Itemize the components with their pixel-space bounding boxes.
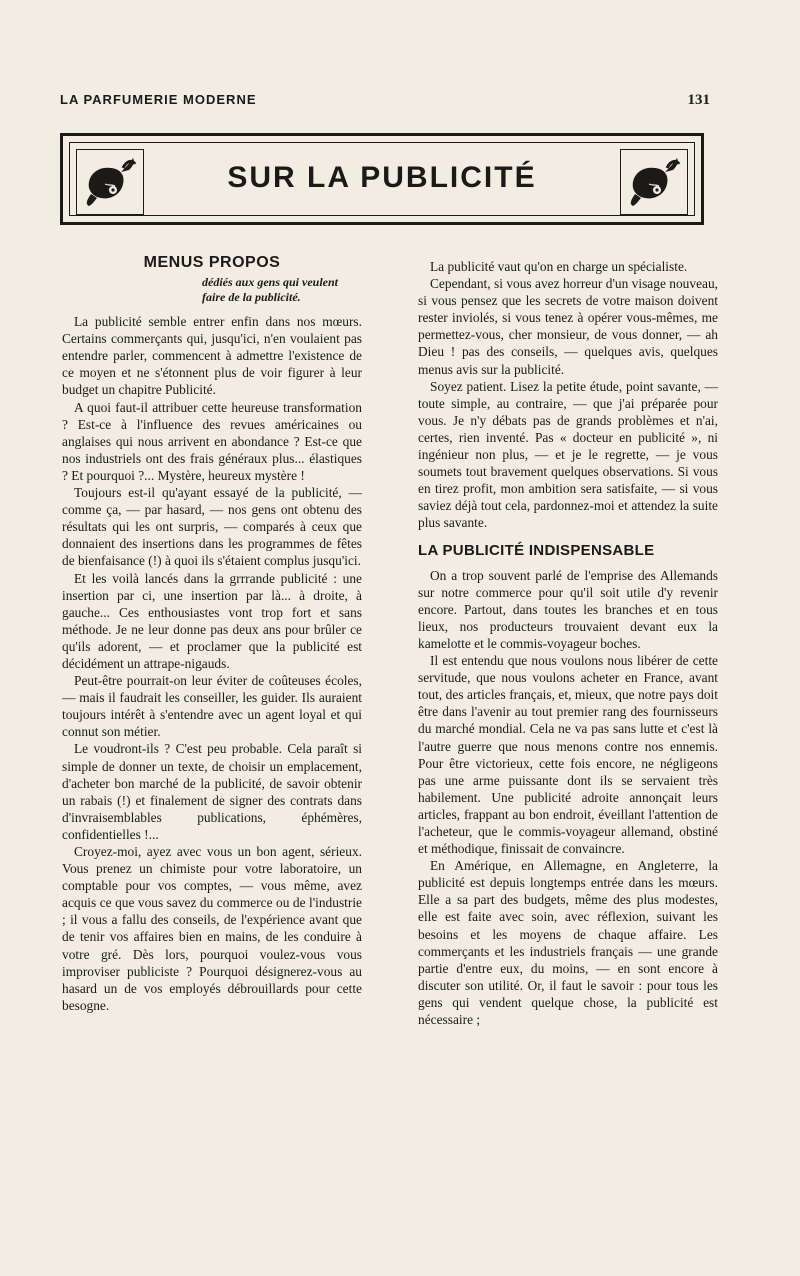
paragraph: La publicité semble entrer enfin dans nos mœurs. Certains commerçants qui, jusqu'ici, n'en voulaient pas entendre parler, commencent à admettre l'existence de ce moyen et ne s'étonnent plus de voir figurer à leur budget un chapitre Publicité.	[62, 314, 362, 398]
paragraph: Toujours est-il qu'ayant essayé de la publicité, — comme ça, — par hasard, — nos gens ont obtenu des résultats qui les ont surpris, — comparés à ceux que donnaient des insertions dans les programmes de fêtes de bienfaisance (!) à quoi ils s'étaient complus jusqu'ici.	[62, 485, 362, 569]
banner-inner-frame	[69, 142, 695, 216]
dolphin-emblem-left-icon	[76, 149, 144, 215]
running-title: LA PARFUMERIE MODERNE	[60, 92, 257, 107]
banner-title: SUR LA PUBLICITÉ	[227, 161, 537, 194]
dolphin-emblem-right-icon	[620, 149, 688, 215]
right-column	[418, 258, 718, 1028]
paragraph: Et les voilà lancés dans la grrrande publicité : une insertion par ci, une insertion par là... à droite, à gauche... Ces enthousiastes vont trop fort et sans méthode. Je ne leur donne pas deux ans pour brûler ce qu'ils adorent, — et proclamer que la publicité est décidément un attrape-nigauds.	[62, 570, 362, 671]
left-column	[62, 252, 362, 1014]
paragraph: Soyez patient. Lisez la petite étude, point savante, — toute simple, au contraire, — que j'ai préparée pour vous. Je n'y débats pas de grands problèmes et n'ai, certes, rien inventé. Pas « docteur en publicité », ni ingénieur non plus, — et je le regrette, — je vous soumets tout bravement quelques observations. Si vous en tirez profit, mon ambition sera satisfaite, — si vous saviez déjà tout cela, pardonnez-moi et attendez la suite plus savante.	[418, 378, 718, 531]
page-number: 131	[687, 92, 710, 108]
paragraph: La publicité vaut qu'on en charge un spécialiste.	[430, 259, 688, 274]
paragraph: Croyez-moi, ayez avec vous un bon agent, sérieux. Vous prenez un chimiste pour votre laboratoire, un comptable pour vos comptes, — vous même, avez acquis ce que vous savez du commerce ou de l'industrie ; il vous a fallu des conseils, de l'expérience avant que de tenir vos affaires bien en mains, de les conduire à votre gré. Dès lors, pourquoi voulez-vous vous improviser publiciste ? Pourquoi désignerez-vous au hasard un de vos employés débrouillards pour cette besogne.	[62, 844, 362, 1013]
article-heading: MENUS PROPOS	[143, 254, 281, 271]
paragraph: Cependant, si vous avez horreur d'un visage nouveau, si vous pensez que les secrets de votre maison doivent rester inviolés, si vous tenez à opérer vous-mêmes, me permettez-vous, cher monsieur, de vous donner, — ah Dieu ! pas des conseils, — quelques avis, quelques menus avis sur la publicité.	[418, 276, 718, 377]
paragraph: Le voudront-ils ? C'est peu probable. Cela paraît si simple de donner un texte, de choisir un emplacement, d'acheter bon marché de la publicité, de savoir obtenir un rabais (!) et finalement de signer des contrats dans d'invraisemblables publications, éphémères, confidentielles !...	[62, 741, 362, 842]
paragraph: En Amérique, en Allemagne, en Angleterre, la publicité est depuis longtemps entrée dans les mœurs. Elle a sa part des budgets, même des plus modestes, elle est faite avec soin, avec réflexion, suivant les besoins et les moyens de chaque affaire. Les commerçants et les industriels français — une grande partie d'entre eux, du moins, — en sont encore à discuter son utilité. Or, il faut le savoir : pour tous les gens qui vendent quelque chose, la publicité est nécessaire ;	[418, 858, 718, 1028]
paragraph: Peut-être pourrait-on leur éviter de coûteuses écoles, — mais il faudrait les conseiller, les guider. Ils auraient toujours intérêt à s'entendre avec un agent loyal et qui connut son métier.	[62, 673, 362, 740]
running-head	[60, 92, 710, 112]
paragraph: A quoi faut-il attribuer cette heureuse transformation ? Est-ce à l'influence des revues américaines ou anglaises qui nous arrivent en abondance ? Est-ce que nos industriels ont des frais généraux plus... élastiques ? Et pourquoi ?... Mystère, heureux mystère !	[62, 399, 362, 483]
paragraph: Il est entendu que nous voulons nous libérer de cette servitude, que nous voulons acheter en France, avant tout, des articles français, et, mieux, que notre pays doit être dans l'avenir au tout premier rang des fournisseurs du marché mondial. Cela ne va pas sans lutte et c'est là l'autre guerre que nous menons contre nos ennemis. Pour être victorieux, cette fois encore, ne négligeons pas une arme puissante dont ils se servaient très habilement. Une publicité adroite annonçait leurs articles, frappant au bon endroit, éveillant l'attention de l'acheteur, que le commis-voyageur allemand, obstiné et méthodique, finissait de convaincre.	[418, 653, 718, 857]
paragraph: On a trop souvent parlé de l'emprise des Allemands sur notre commerce pour qu'il soit utile d'y revenir encore. Partout, dans toutes les branches et en tous lieux, nos producteurs trouvaient devant eux la kamelotte et le commis-voyageur boches.	[418, 567, 718, 651]
article-dedication: dédiés aux gens qui veulent faire de la publicité.	[202, 275, 339, 305]
title-banner	[60, 133, 704, 225]
section-heading: LA PUBLICITÉ INDISPENSABLE	[418, 541, 655, 559]
